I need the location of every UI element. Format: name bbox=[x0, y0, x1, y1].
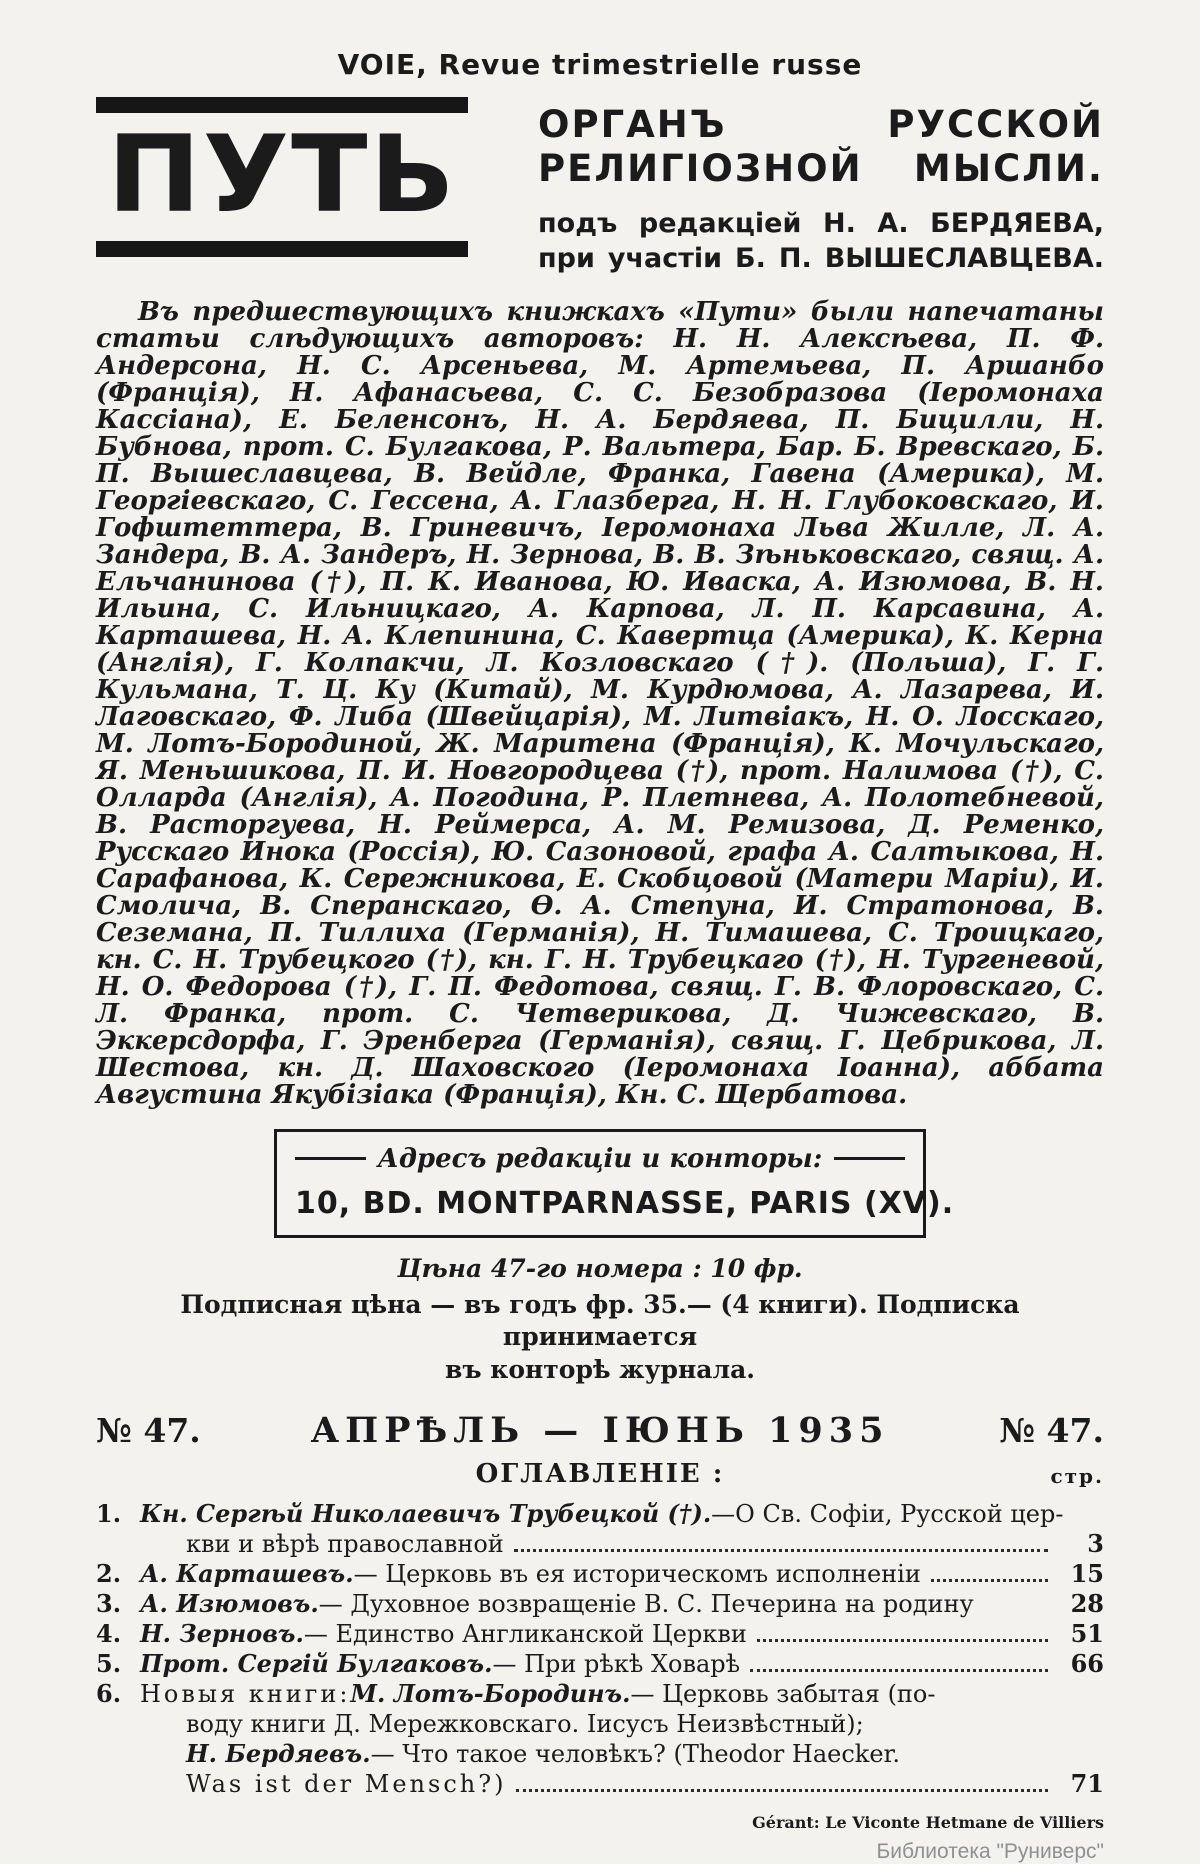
toc-dotted-leader bbox=[516, 1789, 1048, 1792]
toc-title-text: — Что такое человѣкъ? (Theodor Haecker. bbox=[370, 1740, 900, 1768]
toc-page-number: 3 bbox=[1087, 1529, 1104, 1558]
toc-page-number: 15 bbox=[1070, 1559, 1104, 1588]
toc-line-3 bbox=[96, 1589, 1104, 1619]
toc-entry-number: 5. bbox=[96, 1649, 122, 1678]
toc-entry-number: 2. bbox=[96, 1559, 122, 1588]
logo-top-bar bbox=[96, 97, 468, 113]
subscription-line-1: Подписная цѣна — въ годъ фр. 35.— (4 книги). Подписка принимается bbox=[180, 1289, 1020, 1351]
toc-line-6a bbox=[96, 1679, 1104, 1709]
editors-line-2: при участіи Б. П. ВЫШЕСЛАВЦЕВА. bbox=[538, 243, 1104, 275]
toc-title-text: — Церковь въ ея историческомъ исполненіи bbox=[353, 1560, 921, 1588]
toc-author: Прот. Сергій Булгаковъ. bbox=[140, 1649, 493, 1678]
toc-line-1a bbox=[96, 1499, 1104, 1529]
subscription-line-2: въ конторѣ журнала. bbox=[445, 1354, 755, 1384]
toc-dotted-leader bbox=[514, 1549, 1048, 1552]
toc-line-1b bbox=[96, 1529, 1104, 1559]
toc-header bbox=[96, 1459, 1104, 1489]
toc-entry-number: 1. bbox=[96, 1499, 122, 1528]
editors-line-1: подъ редакціей Н. А. БЕРДЯЕВА, bbox=[538, 208, 1104, 240]
toc-title-text: — Духовное возвращеніе В. С. Печерина на родину bbox=[318, 1590, 974, 1618]
toc-line-2 bbox=[96, 1559, 1104, 1589]
toc-entry-number: 3. bbox=[96, 1589, 122, 1618]
toc-line-6d bbox=[96, 1769, 1104, 1799]
toc-entry-number: 6. bbox=[96, 1679, 122, 1708]
toc-author: Н. Бердяевъ. bbox=[186, 1739, 371, 1768]
toc-title-text: воду книги Д. Мережковскаго. Іисусъ Неизвѣстный); bbox=[186, 1710, 864, 1738]
issue-number-left: № 47. bbox=[96, 1411, 201, 1450]
toc-dotted-leader bbox=[750, 1669, 1048, 1672]
table-of-contents bbox=[96, 1499, 1104, 1799]
gerant-line: Gérant: Le Viconte Hetmane de Villiers bbox=[752, 1813, 1104, 1832]
toc-author: М. Лотъ-Бородинъ. bbox=[350, 1679, 631, 1708]
toc-page-number: 28 bbox=[1070, 1589, 1104, 1618]
address-label: Адресъ редакціи и конторы: bbox=[377, 1143, 823, 1174]
subscription-info bbox=[96, 1289, 1104, 1387]
authors-paragraph: Въ предшествующихъ книжкахъ «Пути» были напечатаны статьи слѣдующихъ авторовъ: Н. Н. Алексѣева, П. Ф. Андерсона, Н. С. Арсеньева, М. Артемьева, П. Аршанбо (Франція), Н. Афанасьева, С. С. Безобразова (Іеромонаха Кассіана), Е. Беленсонъ, Н. А. Бердяева, П. Бицилли, Н. Бубнова, прот. С. Булгакова, Р. Вальтера, Бар. Б. Вревскаго, Б. П. Вышеславцева, В. Вейдле, Франка, Гавена (Америка), М. Георгіевскаго, С. Гессена, А. Глазберга, Н. Н. Глубоковскаго, И. Гофштеттера, В. Гриневичъ, Іеромонаха Льва Жилле, Л. А. Зандера, В. А. Зандеръ, Н. Зернова, В. В. Зѣньковскаго, свящ. А. Ельчанинова (†), П. К. Иванова, Ю. Иваска, А. Изюмова, В. Н. Ильина, С. Ильницкаго, А. Карпова, Л. П. Карсавина, А. Карташева, Н. А. Клепинина, С. Кавертца (Америка), К. Керна (Англія), Г. Колпакчи, Л. Козловскаго (†). (Польша), Г. Г. Кульмана, Т. Ц. Ку (Китай), М. Курдюмова, А. Лазарева, И. Лаговскаго, Ф. Либа (Швейцарія), М. Литвіакъ, Н. О. Лосскаго, М. Лотъ-Бородиной, Ж. Маритена (Франція), К. Мочульскаго, Я. Меньшикова, П. И. Новгородцева (†), прот. Налимова (†), С. Олларда (Англія), А. Погодина, Р. Плетнева, А. Полотебневой, В. Расторгуева, Н. Реймерса, А. М. Ремизова, Д. Ременко, Русскаго Инока (Россія), Ю. Сазоновой, графа А. Салтыкова, Н. Сарафанова, К. Сережникова, Е. Скобцовой (Матери Маріи), И. Смолича, В. Сперанскаго, Ѳ. А. Степуна, И. Стратонова, В. Сеземана, П. Тиллиха (Германія), Н. Тимашева, С. Троицкаго, кн. С. Н. Трубецкого (†), кн. Г. Н. Трубецкаго (†), Н. Тургеневой, Н. О. Федорова (†), Г. П. Федотова, свящ. Г. В. Флоровскаго, С. Л. Франка, прот. С. Четверикова, Д. Чижевскаго, В. Эккерсдорфа, Г. Эренберга (Германія), свящ. Г. Цебрикова, Л. Шестова, кн. Д. Шаховского (Іеромонаха Іоанна), аббата Августина Якубізіака (Франція), Кн. С. Щербатова. bbox=[96, 296, 1104, 1110]
toc-title-text: —О Св. Софіи, Русской цер- bbox=[711, 1500, 1064, 1528]
toc-page-number: 51 bbox=[1070, 1619, 1104, 1648]
journal-french-title: VOIE, Revue trimestrielle russe bbox=[337, 48, 863, 81]
address-value: 10, BD. MONTPARNASSE, PARIS (XV). bbox=[295, 1185, 955, 1221]
journal-logo bbox=[96, 97, 468, 257]
logo-wordmark: ПУТЬ bbox=[107, 113, 457, 237]
toc-title: ОГЛАВЛЕНІЕ : bbox=[475, 1459, 725, 1489]
masthead bbox=[96, 97, 1104, 277]
toc-author: Кн. Сергѣй Николаевичъ Трубецкой (†). bbox=[140, 1499, 712, 1528]
toc-author: А. Карташевъ. bbox=[140, 1559, 354, 1588]
toc-line-6b bbox=[96, 1709, 1104, 1739]
organ-line-2: РЕЛИГІОЗНОЙ МЫСЛИ. bbox=[538, 146, 1104, 190]
toc-section-label: Новыя книги: bbox=[140, 1680, 351, 1708]
issue-number-right: № 47. bbox=[999, 1411, 1104, 1450]
toc-dotted-leader bbox=[931, 1579, 1048, 1582]
toc-title-text: кви и вѣрѣ православной bbox=[186, 1530, 504, 1558]
masthead-right bbox=[538, 97, 1104, 277]
toc-line-6c bbox=[96, 1739, 1104, 1769]
toc-title-text: — Церковь забытая (по- bbox=[630, 1680, 936, 1708]
toc-author: А. Изюмовъ. bbox=[140, 1589, 319, 1618]
toc-title-text: Was ist der Mensch?) bbox=[186, 1770, 507, 1798]
toc-author: Н. Зерновъ. bbox=[140, 1619, 304, 1648]
toc-page-number: 71 bbox=[1070, 1769, 1104, 1798]
issue-price: Цѣна 47-го номера : 10 фр. bbox=[397, 1253, 803, 1283]
issue-row bbox=[96, 1410, 1104, 1451]
logo-bottom-bar bbox=[96, 241, 468, 257]
address-box bbox=[274, 1129, 955, 1238]
library-watermark: Библиотека "Руниверс" bbox=[876, 1840, 1104, 1863]
organ-line-1: ОРГАНЪ РУССКОЙ bbox=[538, 103, 1104, 146]
toc-line-5 bbox=[96, 1649, 1104, 1679]
address-label-row bbox=[295, 1144, 905, 1174]
toc-page-number: 66 bbox=[1070, 1649, 1104, 1678]
editors-block bbox=[538, 206, 1104, 276]
issue-period: АПРѢЛЬ — ІЮНЬ 1935 bbox=[310, 1410, 890, 1451]
toc-title-text: — Единство Англиканской Церкви bbox=[303, 1620, 747, 1648]
toc-entry-number: 4. bbox=[96, 1619, 122, 1648]
toc-title-text: — При рѣкѣ Ховарѣ bbox=[492, 1650, 741, 1678]
toc-line-4 bbox=[96, 1619, 1104, 1649]
toc-page-column-label: стр. bbox=[1050, 1464, 1104, 1488]
toc-dotted-leader bbox=[757, 1639, 1048, 1642]
